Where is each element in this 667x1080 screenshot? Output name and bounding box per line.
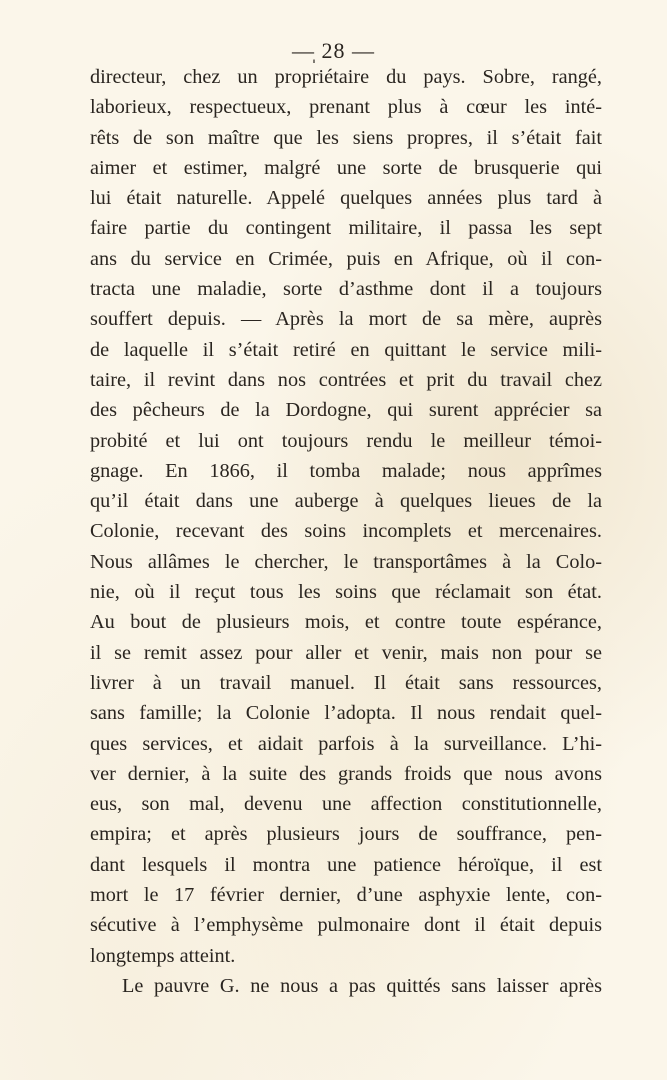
text-line: Colonie, recevant des soins incomplets et mercenaires. <box>90 520 602 543</box>
text-line: taire, il revint dans nos contrées et prit du travail chez <box>90 368 602 391</box>
paragraph-first-line: Le pauvre G. ne nous a pas quittés sans laisser après <box>122 974 602 997</box>
page-body-text <box>90 62 602 1001</box>
text-line: sécutive à l’emphysème pulmonaire dont il était depuis <box>90 914 602 937</box>
page-number: —̩ 28 — <box>292 38 375 63</box>
text-line: qu’il était dans une auberge à quelques lieues de la <box>90 490 602 513</box>
text-line: des pêcheurs de la Dordogne, qui surent apprécier sa <box>90 399 602 422</box>
text-line: de laquelle il s’était retiré en quittant le service mili- <box>90 338 602 361</box>
text-line: ver dernier, à la suite des grands froids que nous avons <box>90 762 602 785</box>
text-line: sans famille; la Colonie l’adopta. Il nous rendait quel- <box>90 702 602 725</box>
text-line: empira; et après plusieurs jours de souffrance, pen- <box>90 823 602 846</box>
text-line: il se remit assez pour aller et venir, mais non pour se <box>90 641 602 664</box>
text-line: tracta une maladie, sorte d’asthme dont il a toujours <box>90 278 602 301</box>
text-line: laborieux, respectueux, prenant plus à cœur les inté- <box>90 96 602 119</box>
text-line: directeur, chez un propriétaire du pays. Sobre, rangé, <box>90 66 602 88</box>
text-line: livrer à un travail manuel. Il était sans ressources, <box>90 671 602 694</box>
text-line: gnage. En 1866, il tomba malade; nous apprîmes <box>90 459 602 482</box>
text-line: ans du service en Crimée, puis en Afrique, où il con- <box>90 247 602 270</box>
text-line: faire partie du contingent militaire, il passa les sept <box>90 217 602 240</box>
text-line: dant lesquels il montra une patience héroïque, il est <box>90 853 602 876</box>
text-line: rêts de son maître que les siens propres, il s’était fait <box>90 126 602 149</box>
text-line: lui était naturelle. Appelé quelques années plus tard à <box>90 187 602 210</box>
text-line: mort le 17 février dernier, d’une asphyxie lente, con- <box>90 884 602 907</box>
text-line: longtemps atteint. <box>90 944 236 967</box>
text-line: souffert depuis. — Après la mort de sa mère, auprès <box>90 308 602 331</box>
text-line: nie, où il reçut tous les soins que réclamait son état. <box>90 581 602 604</box>
text-line: eus, son mal, devenu une affection constitutionnelle, <box>90 793 602 816</box>
text-line: ques services, et aidait parfois à la surveillance. L’hi- <box>90 732 602 755</box>
text-line: Nous allâmes le chercher, le transportâmes à la Colo- <box>90 550 602 573</box>
text-line: probité et lui ont toujours rendu le meilleur témoi- <box>90 429 602 452</box>
text-line: aimer et estimer, malgré une sorte de brusquerie qui <box>90 156 602 179</box>
text-line: Au bout de plusieurs mois, et contre toute espérance, <box>90 611 602 634</box>
